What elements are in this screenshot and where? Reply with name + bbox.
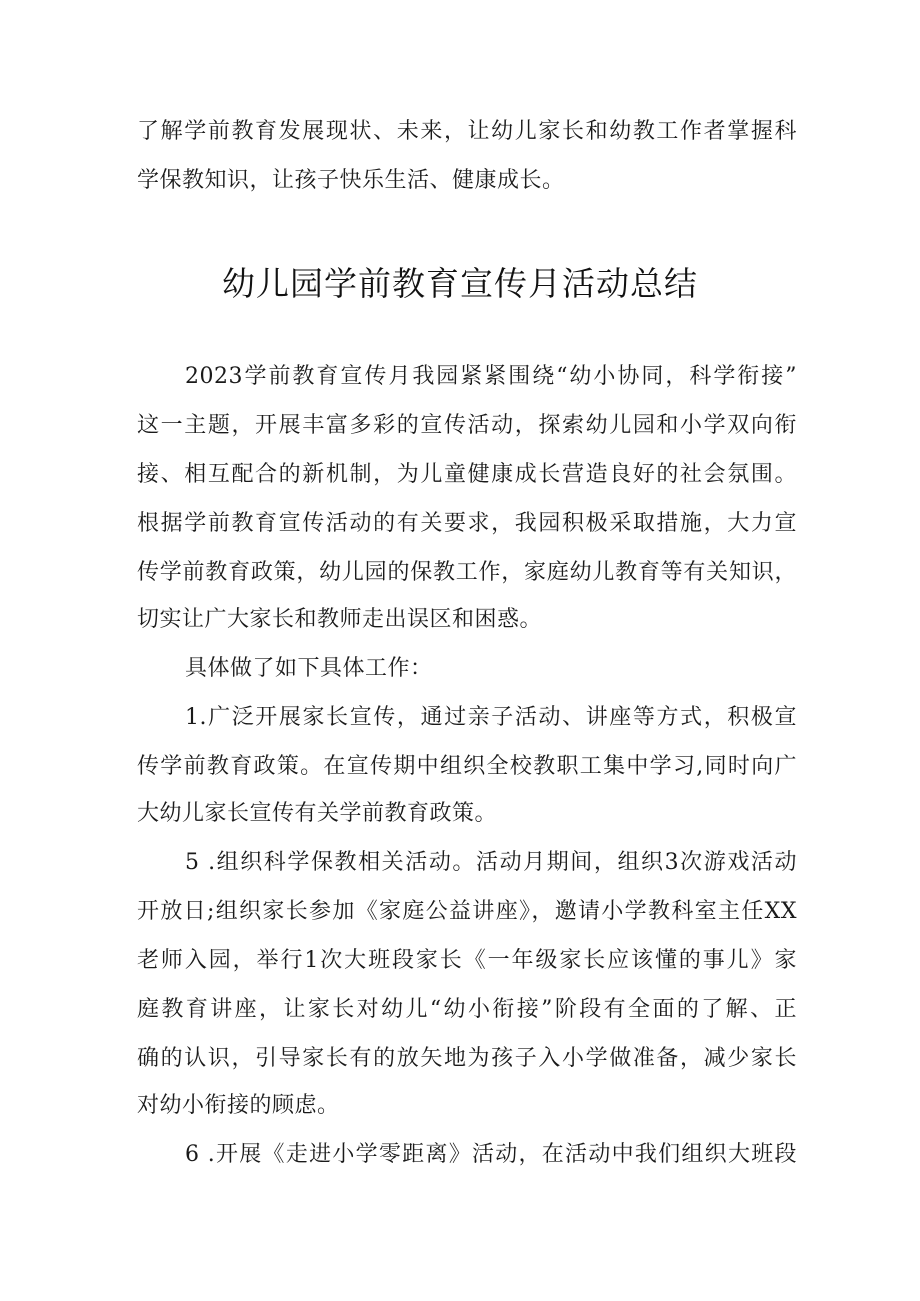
paragraph1-line-5: 传学前教育政策，幼儿园的保教工作，家庭幼儿教育等有关知识， — [137, 560, 797, 585]
document-title: 幼儿园学前教育宣传月活动总结 — [222, 264, 698, 303]
item1-line-3: 大幼儿家长宣传有关学前教育政策。 — [137, 801, 498, 826]
paragraph2-line-1: 具体做了如下具体工作： — [185, 656, 433, 681]
item6-line-1: 6 .开展《走进小学零距离》活动，在活动中我们组织大班段 — [185, 1142, 797, 1167]
paragraph1-line-1: 2023学前教育宣传月我园紧紧围绕“幼小协同，科学衔接” — [185, 364, 797, 389]
paragraph1-line-6: 切实让广大家长和教师走出误区和困惑。 — [137, 607, 543, 632]
item5-line-6: 对幼小衔接的顾虑。 — [137, 1093, 340, 1118]
intro-line-2: 学保教知识，让孩子快乐生活、健康成长。 — [137, 168, 565, 193]
intro-line-1: 了解学前教育发展现状、未来，让幼儿家长和幼教工作者掌握科 — [137, 119, 797, 144]
item1-line-1: 1.广泛开展家长宣传，通过亲子活动、讲座等方式，积极宣 — [185, 705, 797, 730]
paragraph1-line-2: 这一主题，开展丰富多彩的宣传活动，探索幼儿园和小学双向衔 — [137, 413, 797, 438]
item5-line-4: 庭教育讲座，让家长对幼儿“幼小衔接”阶段有全面的了解、正 — [137, 997, 797, 1022]
item1-line-2: 传学前教育政策。在宣传期中组织全校教职工集中学习,同时向广 — [137, 754, 797, 779]
item5-line-3: 老师入园，举行1次大班段家长《一年级家长应该懂的事儿》家 — [137, 948, 797, 973]
item5-line-1: 5 .组织科学保教相关活动。活动月期间，组织3次游戏活动 — [185, 850, 797, 875]
paragraph1-line-3: 接、相互配合的新机制，为儿童健康成长营造良好的社会氛围。 — [137, 462, 797, 487]
item5-line-2: 开放日;组织家长参加《家庭公益讲座》，邀请小学教科室主任XX — [137, 899, 797, 924]
item5-line-5: 确的认识，引导家长有的放矢地为孩子入小学做准备，减少家长 — [137, 1046, 797, 1071]
paragraph1-line-4: 根据学前教育宣传活动的有关要求，我园积极采取措施，大力宣 — [137, 511, 797, 536]
